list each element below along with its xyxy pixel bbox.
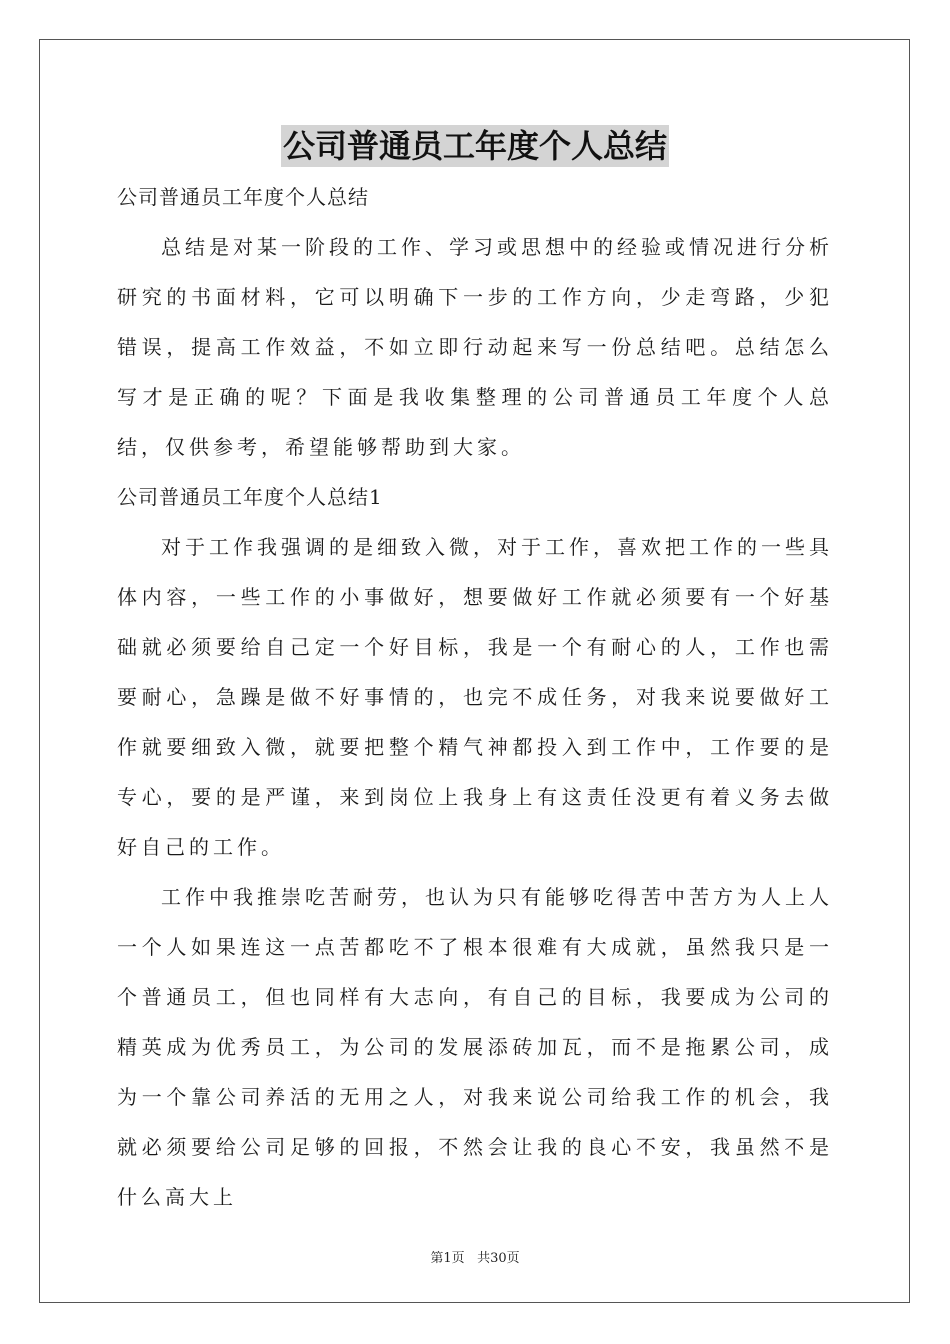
- body-paragraph-2: 工作中我推崇吃苦耐劳，也认为只有能够吃得苦中苦方为人上人一个人如果连这一点苦都吃不了根本很难有大成就，虽然我只是一个普通员工，但也同样有大志向，有自己的目标，我要成为公司的精英成为优秀员工，为公司的发展添砖加瓦，而不是拖累公司，成为一个靠公司养活的无用之人，对我来说公司给我工作的机会，我就必须要给公司足够的回报，不然会让我的良心不安，我虽然不是什么高大上: [117, 885, 833, 1209]
- page-total: 共30页: [477, 1251, 520, 1266]
- document-subtitle: 公司普通员工年度个人总结: [117, 185, 369, 209]
- page-footer: [0, 1247, 950, 1266]
- page-number: 第1页: [430, 1251, 465, 1266]
- document-title: [117, 120, 833, 172]
- body-paragraph-1: 对于工作我强调的是细致入微，对于工作，喜欢把工作的一些具体内容，一些工作的小事做好，想要做好工作就必须要有一个好基础就必须要给自己定一个好目标，我是一个有耐心的人，工作也需要耐心，急躁是做不好事情的，也完不成任务，对我来说要做好工作就要细致入微，就要把整个精气神都投入到工作中，工作要的是专心，要的是严谨，来到岗位上我身上有这责任没更有着义务去做好自己的工作。: [117, 535, 833, 859]
- document-title-text: 公司普通员工年度个人总结: [282, 127, 667, 165]
- document-body: [117, 120, 833, 1222]
- intro-paragraph: 总结是对某一阶段的工作、学习或思想中的经验或情况进行分析研究的书面材料，它可以明确下一步的工作方向，少走弯路，少犯错误，提高工作效益，不如立即行动起来写一份总结吧。总结怎么写才是正确的呢？下面是我收集整理的公司普通员工年度个人总结，仅供参考，希望能够帮助到大家。: [117, 235, 833, 459]
- footer-separator: [465, 1251, 477, 1266]
- section-heading: 公司普通员工年度个人总结1: [117, 485, 383, 509]
